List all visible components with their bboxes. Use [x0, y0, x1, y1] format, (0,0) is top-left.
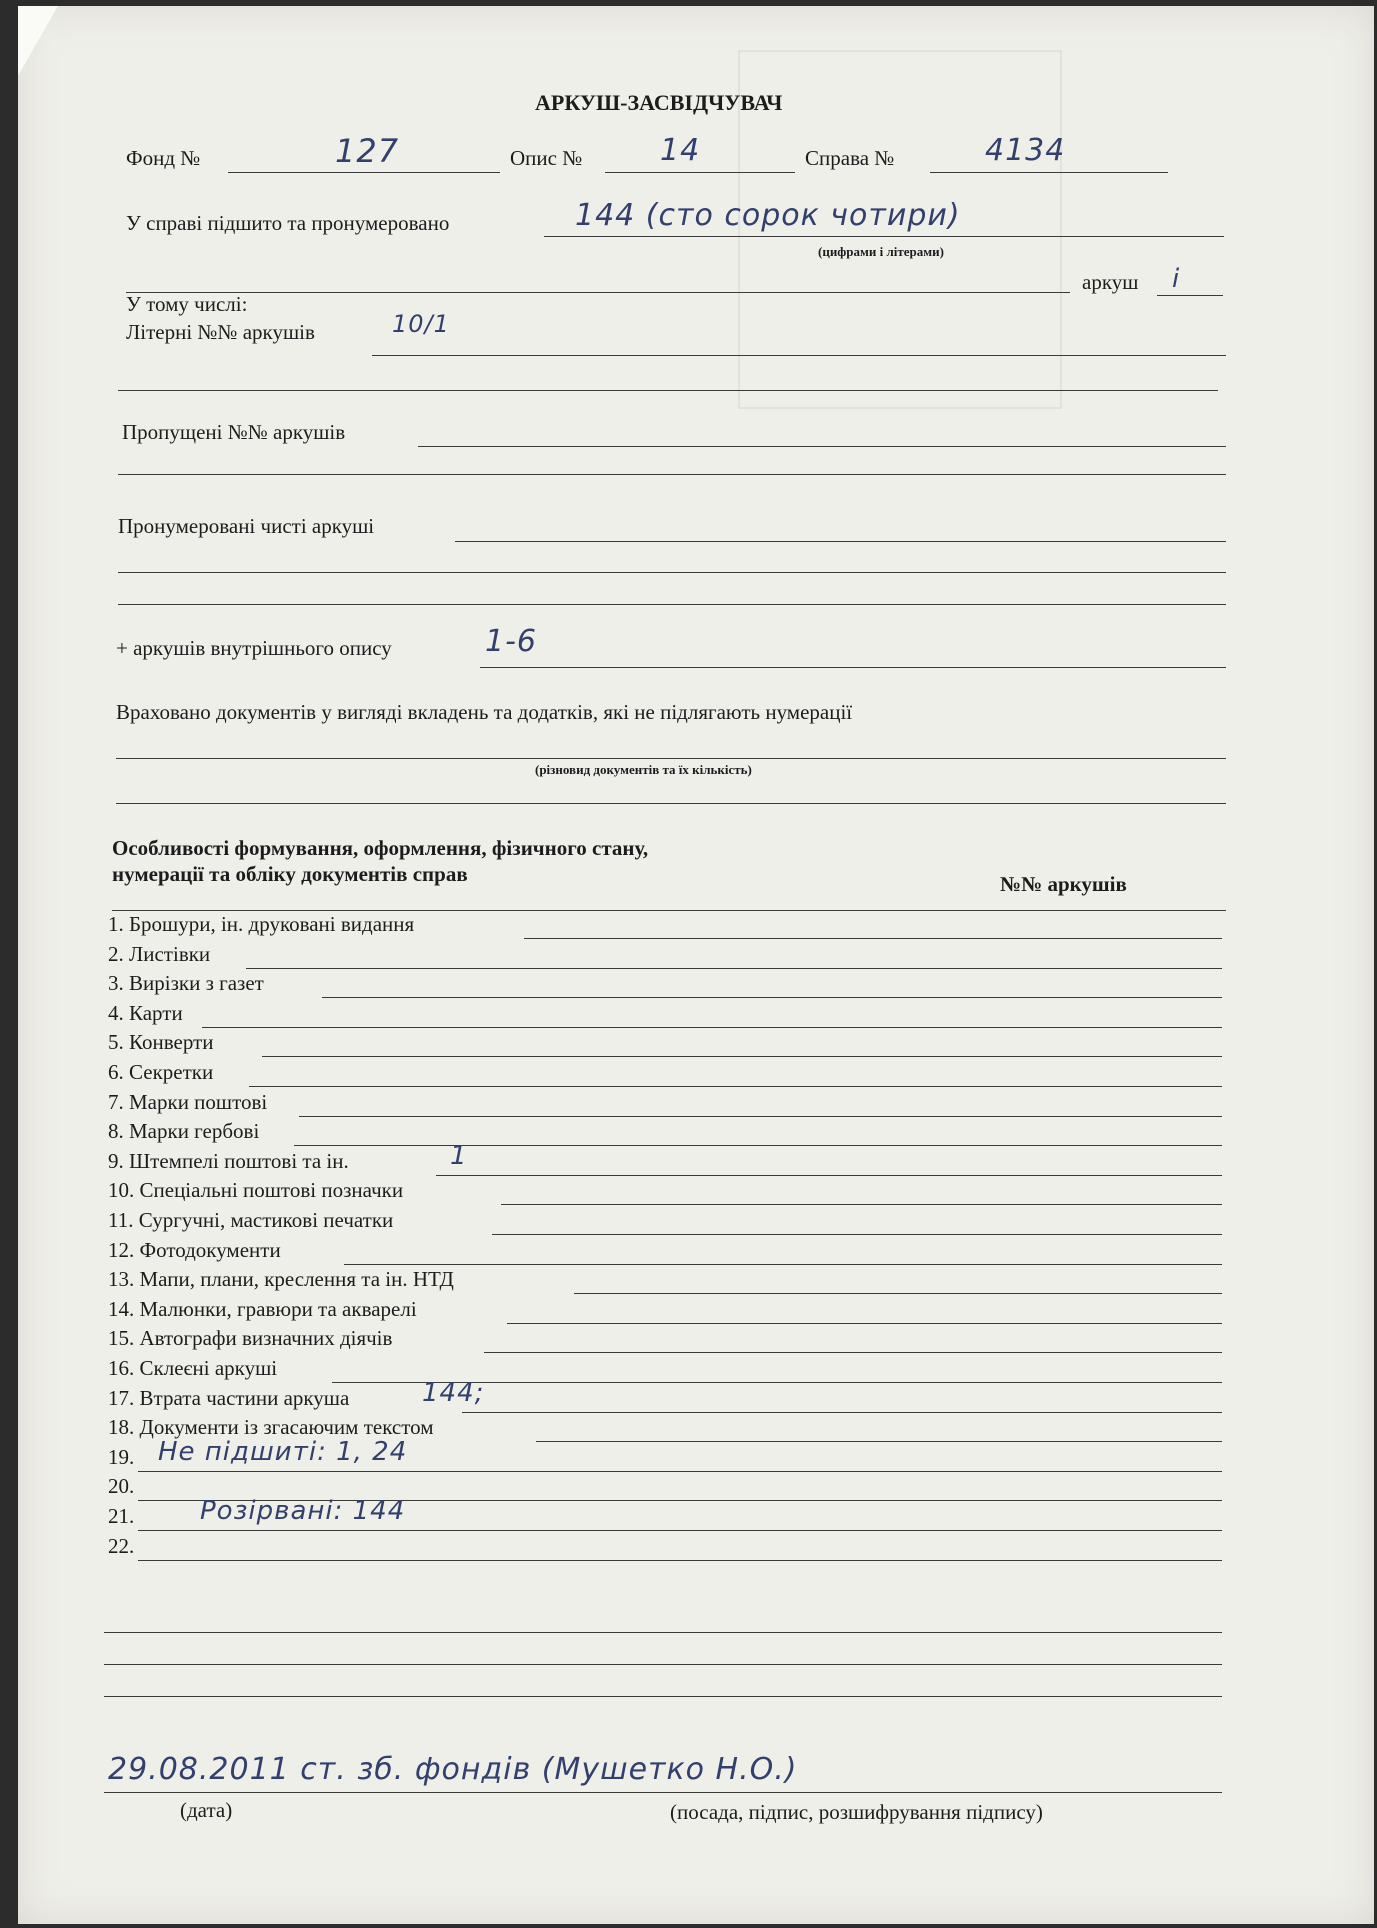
attachments-line-2 — [116, 803, 1226, 804]
folded-corner — [18, 6, 58, 76]
item-label: 8. Марки гербові — [108, 1119, 260, 1144]
item-line — [138, 1560, 1222, 1561]
item-line — [574, 1293, 1222, 1294]
sprava-value: 4134 — [985, 133, 1066, 168]
literal-line — [372, 355, 1226, 356]
item-line — [294, 1145, 1222, 1146]
item-line — [299, 1116, 1222, 1117]
position-label: (посада, підпис, розшифрування підпису) — [670, 1800, 1043, 1824]
item-label: 13. Мапи, плани, креслення та ін. НТД — [108, 1267, 454, 1292]
item-label: 19. — [108, 1444, 135, 1469]
item-label: 10. Спеціальні поштові позначки — [108, 1178, 404, 1203]
item-line — [262, 1056, 1222, 1057]
item-line — [507, 1323, 1222, 1324]
item-label: 14. Малюнки, гравюри та акварелі — [108, 1296, 417, 1321]
opys-line — [605, 172, 795, 173]
item-value: Не підшиті: 1, 24 — [158, 1436, 408, 1467]
numbered-label: У справі підшито та пронумеровано — [126, 211, 450, 235]
blank-line-3 — [118, 604, 1226, 605]
literal-label: Літерні №№ аркушів — [126, 320, 315, 344]
arkush-line — [1157, 295, 1223, 296]
inner-line — [480, 667, 1226, 668]
item-label: 4. Карти — [108, 1000, 183, 1025]
including-label: У тому числі: — [126, 292, 248, 316]
missing-label: Пропущені №№ аркушів — [122, 420, 346, 444]
item-label: 9. Штемпелі поштові та ін. — [108, 1148, 349, 1173]
signature-value: 29.08.2011 ст. зб. фондів (Мушетко Н.О.) — [108, 1752, 798, 1787]
literal-line-2 — [118, 390, 1218, 391]
item-line — [249, 1086, 1222, 1087]
sheets-column-label: №№ аркушів — [1000, 872, 1127, 896]
extra-line-3 — [104, 1696, 1222, 1697]
item-label: 15. Автографи визначних діячів — [108, 1326, 393, 1351]
blank-label: Пронумеровані чисті аркуші — [118, 514, 375, 538]
extra-line-1 — [104, 1632, 1222, 1633]
item-label: 16. Склеєні аркуші — [108, 1356, 278, 1380]
blank-line-2 — [118, 572, 1226, 573]
item-line — [138, 1530, 1222, 1531]
item-line — [344, 1264, 1222, 1265]
attachments-line — [116, 758, 1226, 759]
item-line — [322, 997, 1222, 998]
item-line — [138, 1471, 1222, 1472]
item-label: 7. Марки поштові — [108, 1089, 268, 1114]
item-value: 144; — [422, 1377, 485, 1408]
item-label: 3. Вирізки з газет — [108, 971, 264, 996]
item-label: 11. Сургучні, мастикові печатки — [108, 1208, 394, 1232]
item-label: 6. Секретки — [108, 1060, 214, 1084]
item-label: 5. Конверти — [108, 1030, 214, 1055]
arkush-value: і — [1172, 264, 1181, 294]
fond-value: 127 — [335, 132, 400, 170]
attachments-hint: (різновид документів та їх кількість) — [535, 762, 752, 777]
fond-line — [228, 172, 500, 173]
sprava-label: Справа № — [805, 146, 895, 170]
item-line — [501, 1204, 1222, 1205]
item-label: 21. — [108, 1504, 135, 1528]
arkush-label: аркуш — [1082, 270, 1139, 294]
item-label: 17. Втрата частини аркуша — [108, 1385, 350, 1410]
item-label: 20. — [108, 1474, 135, 1499]
literal-value: 10/1 — [392, 310, 450, 338]
item-label: 2. Листівки — [108, 941, 211, 966]
numbered-line — [544, 236, 1224, 237]
item-label: 1. Брошури, ін. друковані видання — [108, 912, 415, 936]
item-value: Розірвані: 144 — [200, 1496, 406, 1526]
numbered-hint: (цифрами і літерами) — [818, 244, 944, 259]
numbered-line-2 — [126, 292, 1070, 293]
inner-label: + аркушів внутрішнього опису — [116, 636, 392, 660]
opys-value: 14 — [660, 133, 701, 168]
item-label: 18. Документи із згасаючим текстом — [108, 1415, 434, 1440]
item-line — [436, 1175, 1222, 1176]
inner-value: 1-6 — [485, 624, 537, 659]
signature-line — [104, 1792, 1222, 1793]
features-line — [112, 910, 1226, 911]
item-line — [524, 938, 1222, 939]
attachments-label: Враховано документів у вигляді вкладень та додатків, які не підлягають нумерації — [116, 700, 853, 724]
extra-line-2 — [104, 1664, 1222, 1665]
date-label: (дата) — [180, 1798, 233, 1822]
item-line — [246, 968, 1222, 969]
item-value: 1 — [450, 1140, 468, 1171]
item-line — [484, 1352, 1222, 1353]
item-label: 22. — [108, 1533, 135, 1558]
missing-line — [418, 446, 1226, 447]
numbered-value: 144 (сто сорок чотири) — [575, 198, 961, 233]
item-line — [202, 1027, 1222, 1028]
item-label: 12. Фотодокументи — [108, 1237, 281, 1262]
missing-line-2 — [118, 474, 1226, 475]
item-line — [492, 1234, 1222, 1235]
features-heading-2: нумерації та обліку документів справ — [112, 862, 468, 886]
opys-label: Опис № — [510, 146, 583, 170]
item-line — [462, 1412, 1222, 1413]
sprava-line — [930, 172, 1168, 173]
features-heading-1: Особливості формування, оформлення, фізичного стану, — [112, 836, 649, 860]
fond-label: Фонд № — [126, 146, 201, 170]
item-line — [536, 1441, 1222, 1442]
page-title: АРКУШ-ЗАСВІДЧУВАЧ — [535, 90, 783, 115]
blank-line — [455, 541, 1226, 542]
